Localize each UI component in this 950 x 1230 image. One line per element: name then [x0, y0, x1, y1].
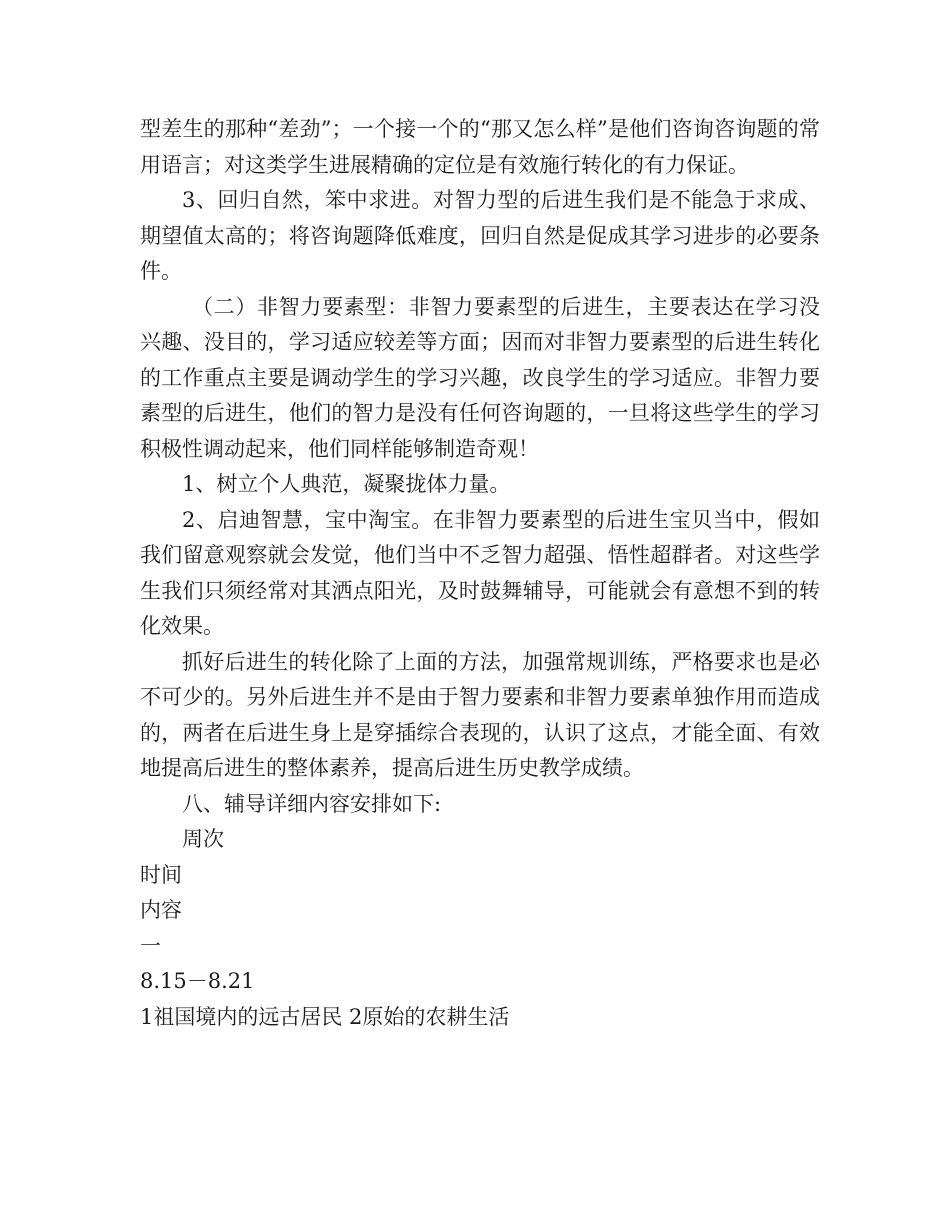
document-page — [140, 112, 820, 1035]
schedule-header-week: 周次 — [182, 827, 224, 851]
paragraph-item-2: 2、启迪智慧，宝中淘宝。在非智力要素型的后进生宝贝当中，假如我们留意观察就会发觉，他们当中不乏智力超强、悟性超群者。对这些学生我们只须经常对其洒点阳光，及时鼓舞辅导，可能就会有意想不到的转化效果。 — [140, 507, 820, 638]
paragraph-section-8: 八、辅导详细内容安排如下: — [182, 791, 442, 816]
paragraph-point-3: 3、回归自然，笨中求进。对智力型的后进生我们是不能急于求成、期望值太高的；将咨询题降低难度，回归自然是促成其学习进步的必要条件。 — [140, 188, 820, 283]
schedule-table — [140, 822, 820, 1035]
schedule-header-content: 内容 — [140, 898, 182, 922]
schedule-row-content: 1祖国境内的远古居民 2原始的农耕生活 — [140, 1004, 510, 1029]
schedule-row-week: 一 — [140, 933, 161, 958]
paragraph-summary: 抓好后进生的转化除了上面的方法，加强常规训练，严格要求也是必不可少的。另外后进生并不是由于智力要素和非智力要素单独作用而造成的，两者在后进生身上是穿插综合表现的，认识了这点，才能全面、有效地提高后进生的整体素养，提高后进生历史教学成绩。 — [140, 649, 820, 780]
paragraph-continuation: 型差生的那种“差劲”；一个接一个的“那又怎么样”是他们咨询咨询题的常用语言；对这类学生进展精确的定位是有效施行转化的有力保证。 — [140, 117, 820, 177]
paragraph-item-1: 1、树立个人典范，凝聚拢体力量。 — [182, 472, 511, 496]
paragraph-section-2: （二）非智力要素型：非智力要素型的后进生，主要表达在学习没兴趣、没目的，学习适应较差等方面；因而对非智力要素型的后进生转化的工作重点主要是调动学生的学习兴趣，改良学生的学习适应。非智力要素型的后进生，他们的智力是没有任何咨询题的，一旦将这些学生的学习积极性调动起来，他们同样能够制造奇观！ — [140, 294, 820, 461]
schedule-header-time: 时间 — [140, 862, 182, 887]
schedule-row-time: 8.15－8.21 — [140, 969, 255, 993]
